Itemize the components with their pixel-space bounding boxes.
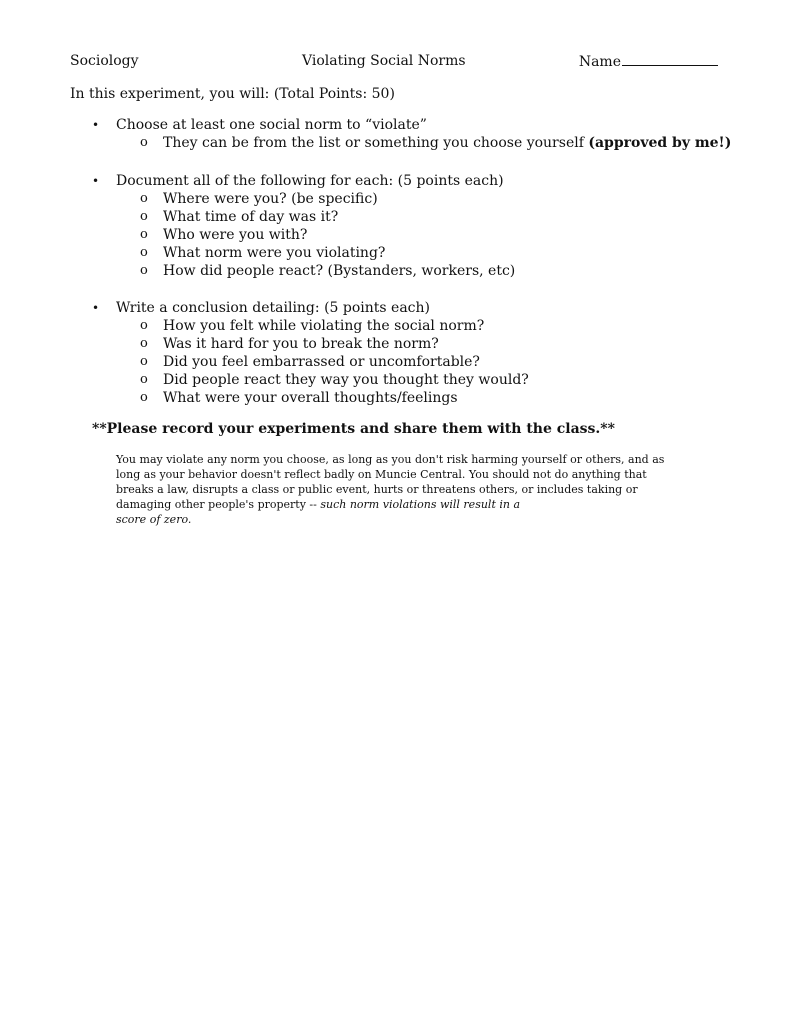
- sub-bullet-icon: o: [140, 209, 148, 224]
- bullet-icon: •: [92, 174, 100, 188]
- sub-bullet-icon: o: [140, 354, 148, 369]
- page-title: Violating Social Norms: [302, 53, 466, 69]
- fine-print: [116, 452, 676, 527]
- sub-bullet-icon: o: [140, 263, 148, 278]
- sub-text-plain: They can be from the list or something you choose yourself: [163, 135, 589, 151]
- sub-text: Who were you with?: [163, 227, 308, 243]
- sub-list-item: [92, 226, 752, 244]
- sub-bullet-icon: o: [140, 372, 148, 387]
- sub-text: How did people react? (Bystanders, workers, etc): [163, 263, 516, 279]
- section-choose-norm: [92, 116, 752, 152]
- sub-text: Did people react they way you thought they would?: [163, 372, 529, 388]
- fine-print-line: You may violate any norm you choose, as long as you don't risk harming yourself or others, and as: [116, 453, 665, 466]
- sub-bullet-icon: o: [140, 227, 148, 242]
- section-conclusion: [92, 299, 752, 407]
- fine-print-warning: such norm violations will result in a: [320, 498, 521, 511]
- sub-text: What time of day was it?: [163, 209, 339, 225]
- sub-list-item: [92, 244, 752, 262]
- sub-bullet-icon: o: [140, 318, 148, 333]
- sub-list-item: [92, 389, 752, 407]
- name-field: [579, 53, 718, 70]
- sub-text: How you felt while violating the social norm?: [163, 318, 485, 334]
- bullet-icon: •: [92, 118, 100, 132]
- sub-list-item: [92, 335, 752, 353]
- sub-bullet-icon: o: [140, 336, 148, 351]
- fine-print-plain: damaging other people's property --: [116, 498, 321, 511]
- record-instruction: **Please record your experiments and share them with the class.**: [92, 421, 615, 437]
- fine-print-line: breaks a law, disrupts a class or public event, hurts or threatens others, or includes taking or: [116, 483, 638, 496]
- bullet-text: Document all of the following for each: (5 points each): [116, 173, 504, 189]
- sub-list-item: [92, 317, 752, 335]
- sub-list-item: [92, 134, 752, 152]
- sub-bullet-icon: o: [140, 245, 148, 260]
- bullet-text: Choose at least one social norm to “violate”: [116, 117, 427, 133]
- section-document: [92, 172, 752, 280]
- sub-text: What were your overall thoughts/feelings: [163, 390, 458, 406]
- sub-text: [163, 134, 731, 152]
- sub-text: What norm were you violating?: [163, 245, 386, 261]
- header: [70, 53, 718, 73]
- name-label: Name: [578, 54, 621, 70]
- sub-list-item: [92, 262, 752, 280]
- sub-text: Where were you? (be specific): [163, 191, 378, 207]
- fine-print-line: [116, 497, 676, 512]
- sub-text: Was it hard for you to break the norm?: [163, 336, 439, 352]
- course-label: Sociology: [70, 53, 139, 69]
- list-item: [92, 299, 752, 317]
- sub-bullet-icon: o: [140, 135, 148, 150]
- list-item: [92, 172, 752, 190]
- sub-list-item: [92, 353, 752, 371]
- intro-text: In this experiment, you will: (Total Points: 50): [70, 86, 395, 102]
- name-blank-line: [622, 53, 718, 66]
- fine-print-line: long as your behavior doesn't reflect badly on Muncie Central. You should not do anything that: [116, 468, 647, 481]
- sub-list-item: [92, 371, 752, 389]
- sub-bullet-icon: o: [140, 390, 148, 405]
- sub-text: Did you feel embarrassed or uncomfortable?: [163, 354, 480, 370]
- approved-note: (approved by me!): [588, 135, 732, 151]
- sub-list-item: [92, 190, 752, 208]
- bullet-icon: •: [92, 301, 100, 315]
- fine-print-warning-end: score of zero.: [116, 513, 192, 526]
- sub-bullet-icon: o: [140, 191, 148, 206]
- bullet-text: Write a conclusion detailing: (5 points each): [116, 300, 430, 316]
- sub-list-item: [92, 208, 752, 226]
- list-item: [92, 116, 752, 134]
